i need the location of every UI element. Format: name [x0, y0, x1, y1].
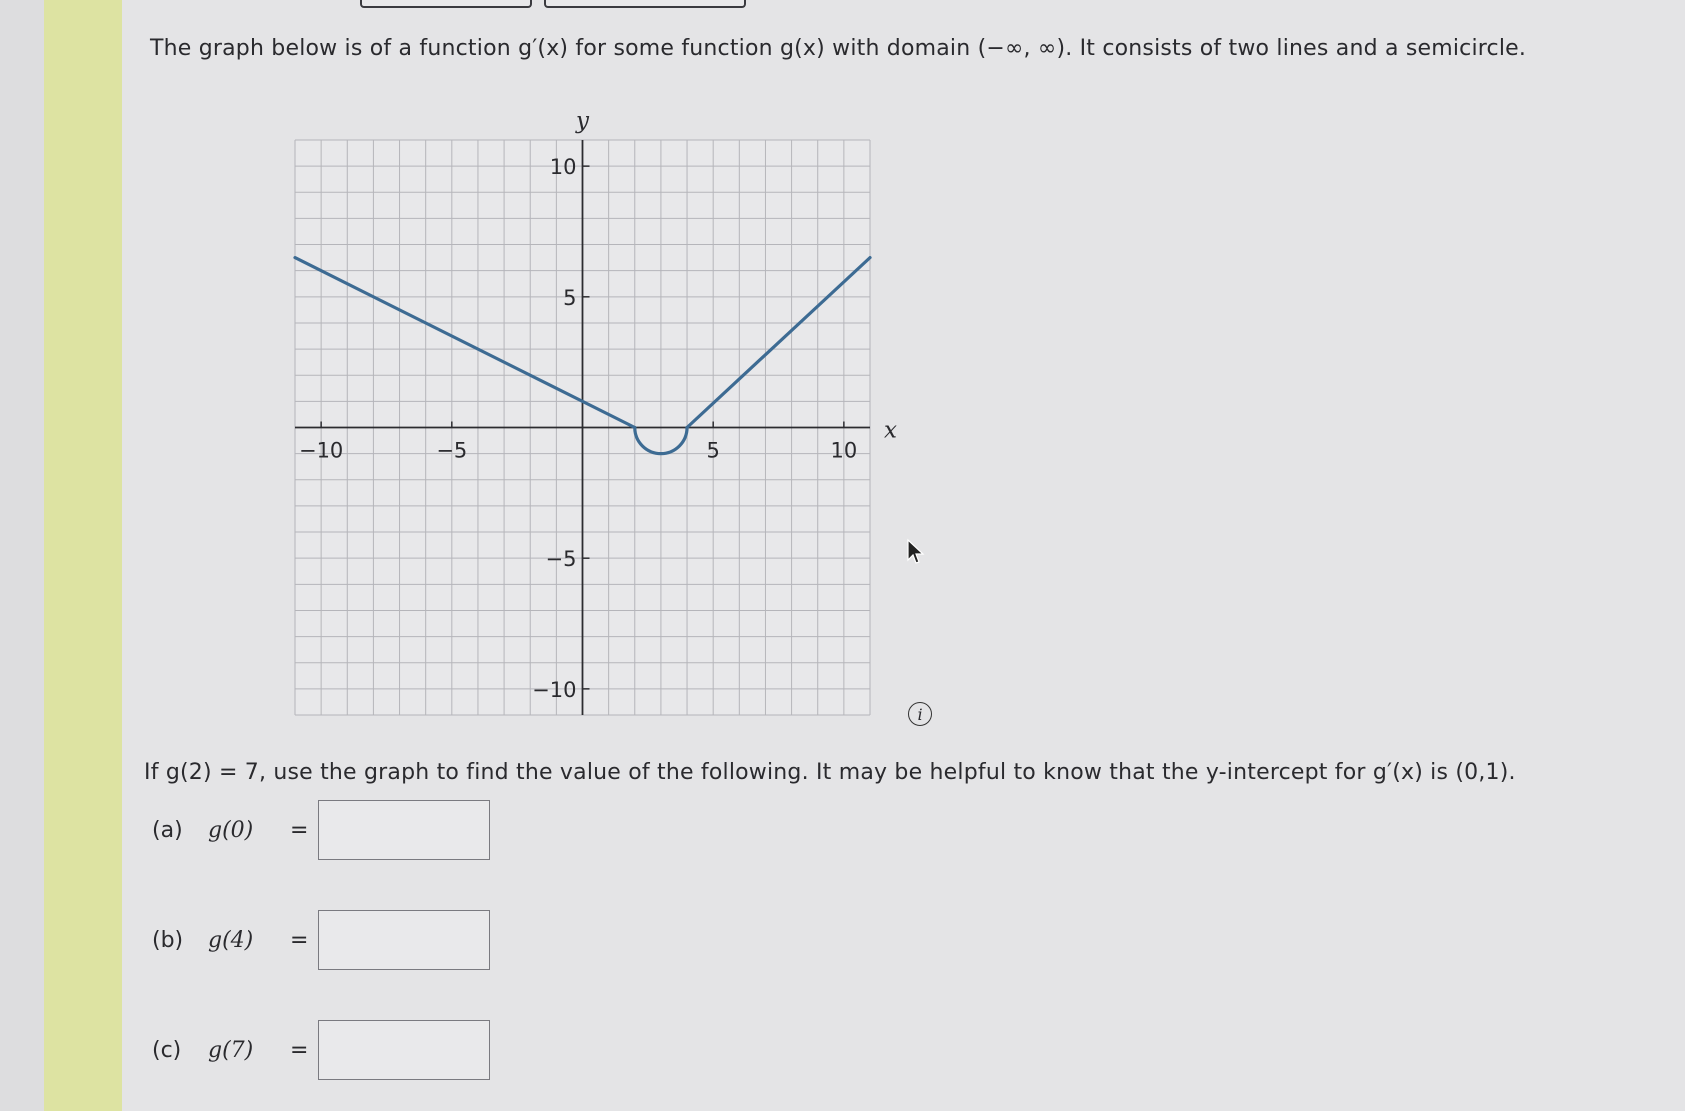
derivative-graph — [270, 100, 910, 740]
answer-box-b[interactable] — [318, 910, 490, 970]
part-c-equals: = — [290, 1037, 309, 1063]
answer-input-b[interactable] — [319, 911, 489, 969]
part-b — [152, 910, 490, 970]
mouse-cursor-icon — [906, 538, 926, 568]
answer-input-a[interactable] — [319, 801, 489, 859]
info-icon[interactable]: i — [908, 702, 932, 726]
y-axis-label: y — [576, 108, 589, 134]
answer-input-c[interactable] — [319, 1021, 489, 1079]
top-tab-1[interactable] — [360, 0, 532, 8]
x-tick-label: −5 — [436, 438, 468, 463]
answer-box-a[interactable] — [318, 800, 490, 860]
top-tab-2[interactable] — [544, 0, 746, 8]
accent-bar — [44, 0, 122, 1111]
x-tick-label: −10 — [298, 438, 344, 463]
x-axis-label: x — [884, 417, 897, 444]
part-a-expression: g(0) — [208, 817, 254, 843]
x-tick-label: 5 — [706, 438, 720, 463]
y-tick-label: 5 — [563, 285, 577, 310]
left-margin — [0, 0, 44, 1111]
part-b-expression: g(4) — [208, 927, 254, 953]
part-a-equals: = — [290, 817, 309, 843]
answer-box-c[interactable] — [318, 1020, 490, 1080]
part-b-equals: = — [290, 927, 309, 953]
y-tick-label: −5 — [545, 547, 577, 572]
y-tick-label: 10 — [549, 155, 577, 180]
part-c-expression: g(7) — [208, 1037, 254, 1063]
part-b-label: (b) — [152, 927, 184, 953]
y-tick-label: −10 — [532, 677, 577, 702]
question-text: If g(2) = 7, use the graph to find the value of the following. It may be helpful to know that the y-intercept for g′(x) is (0,1). — [144, 760, 1516, 785]
part-a — [152, 800, 490, 860]
problem-statement: The graph below is of a function g′(x) for some function g(x) with domain (−∞, ∞). It consists of two lines and a semicircle. — [150, 36, 1527, 61]
part-a-label: (a) — [152, 817, 183, 843]
part-c — [152, 1020, 490, 1080]
x-tick-label: 10 — [830, 438, 858, 463]
part-c-label: (c) — [152, 1037, 182, 1063]
